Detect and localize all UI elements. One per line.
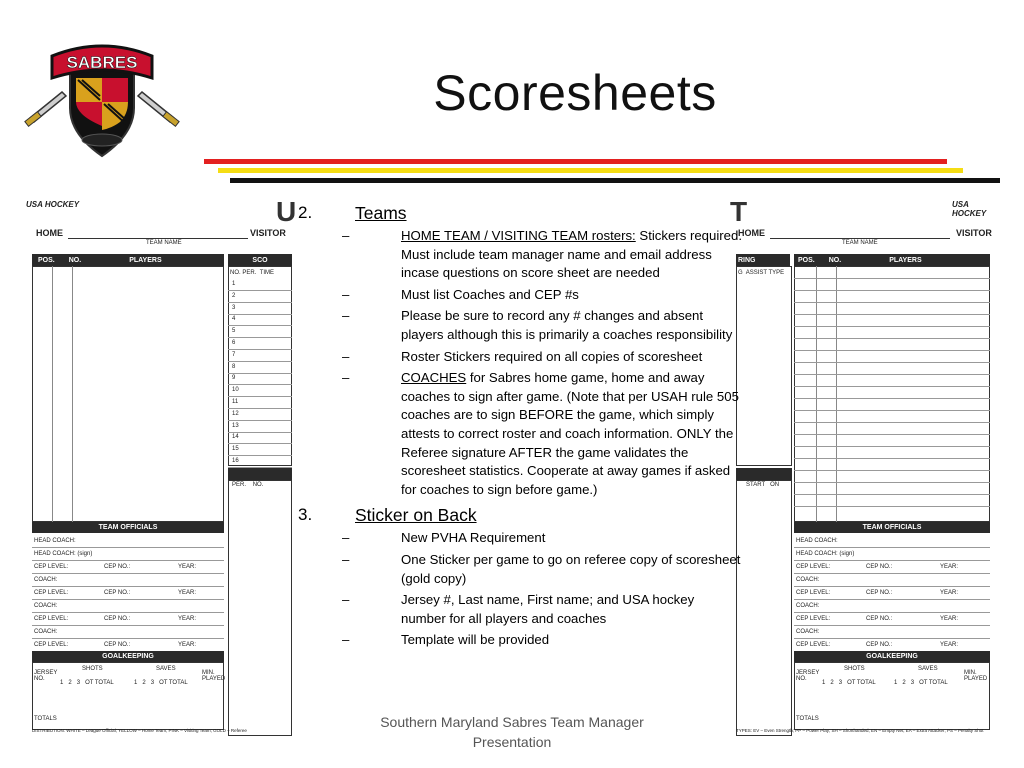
slide-body: [292, 200, 742, 653]
grid-line: [228, 314, 292, 315]
sabres-logo: [22, 30, 182, 160]
grid-line: [794, 494, 990, 495]
grid-line: [794, 470, 990, 471]
sheet-title-fragment: U: [276, 196, 297, 227]
official-field: CEP LEVEL:: [796, 564, 831, 570]
types-legend: TYPES: EV – Even Strength; PP – Power Play; SH – Shorthanded; EN – Empty Net; EA – Extra Attacker; PS – Penalty Shot: [736, 728, 984, 733]
official-field: CEP LEVEL:: [34, 564, 69, 570]
no-header: NO.: [68, 256, 82, 264]
home-line: [770, 238, 950, 239]
team-officials-bar: TEAM OFFICIALS: [32, 522, 224, 533]
row-number: 5: [232, 328, 236, 335]
players-grid: [794, 266, 990, 522]
item-text: New PVHA Requirement: [401, 530, 546, 546]
grid-line: [228, 408, 292, 409]
row-number: 9: [232, 375, 236, 382]
grid-line: [794, 338, 990, 339]
dash-bullet: –: [342, 286, 350, 302]
goalkeeping-bar: GOALKEEPING: [794, 651, 990, 662]
grid-line: [32, 560, 224, 561]
item-text: Roster Stickers required on all copies of scoresheet: [401, 348, 703, 364]
grid-line: [794, 410, 990, 411]
row-number: 1: [232, 281, 236, 287]
players-col-header: PLAYERS: [889, 256, 922, 264]
grid-line: [794, 362, 990, 363]
visitor-label: VISITOR: [250, 228, 286, 238]
year-label: YEAR:: [940, 590, 959, 596]
totals-label: TOTALS: [34, 716, 57, 722]
item-text: Please be sure to record any # changes and absent players although this is primarily a coaches responsibility: [401, 308, 733, 342]
grid-line: [228, 396, 292, 397]
row-number: 7: [232, 351, 236, 358]
slide-title: Scoresheets: [433, 65, 717, 121]
grid-line: [794, 446, 990, 447]
grid-line: [794, 302, 990, 303]
sabres-logo-graphic: [22, 30, 182, 160]
shots-periods: 1 2 3 OT TOTAL: [822, 680, 876, 686]
home-label: HOME: [36, 228, 63, 238]
official-field: CEP LEVEL:: [34, 642, 69, 648]
official-field: CEP LEVEL:: [796, 590, 831, 596]
grid-line: [32, 586, 224, 587]
grid-line: [228, 455, 292, 456]
official-field: CEP LEVEL:: [34, 590, 69, 596]
row-number: 10: [232, 387, 239, 394]
scoring-header: SCO: [228, 254, 292, 266]
grid-line: [228, 443, 292, 444]
min-played-label: MIN. PLAYED: [202, 670, 226, 682]
saves-periods: 1 2 3 OT TOTAL: [134, 680, 188, 686]
grid-line: [32, 547, 224, 548]
section-heading: Teams: [355, 203, 407, 223]
item-text: Template will be provided: [401, 632, 550, 648]
dash-bullet: –: [342, 632, 350, 648]
grid-line: [228, 349, 292, 350]
official-field: CEP LEVEL:: [34, 616, 69, 622]
year-label: YEAR:: [940, 564, 959, 570]
grid-line: [794, 625, 990, 626]
row-number: 15: [232, 446, 239, 453]
distribution-note: DISTRIBUTION: WHITE – League Official; YELLOW – Home Team; PINK – Visiting Team; GOLD – Referee: [32, 728, 247, 733]
accent-line-yellow: [218, 168, 963, 173]
list-item: [292, 631, 742, 650]
row-number: 4: [232, 316, 236, 323]
row-number: 2: [232, 292, 236, 299]
row-number: 12: [232, 410, 239, 417]
grid-line: [32, 638, 224, 639]
official-field: HEAD COACH:: [796, 538, 838, 544]
players-header: [794, 254, 990, 266]
shots-label: SHOTS: [82, 666, 103, 672]
official-field: COACH:: [796, 577, 820, 583]
jersey-no-label: JERSEY NO.: [34, 670, 58, 682]
grid-line: [32, 573, 224, 574]
year-label: YEAR:: [178, 564, 197, 570]
pos-header: POS.: [798, 256, 815, 264]
scoring-grid: [736, 266, 792, 466]
cep-no-label: CEP NO.:: [866, 616, 893, 622]
row-number: 13: [232, 422, 239, 429]
dash-bullet: –: [342, 551, 350, 567]
dash-bullet: –: [342, 370, 350, 386]
cep-no-label: CEP NO.:: [104, 616, 131, 622]
goalkeeping-grid: [794, 662, 990, 730]
grid-line: [794, 547, 990, 548]
item-text: Stickers required. Must include team manager name and email address incase questions on score sheet are needed: [401, 228, 743, 281]
penalty-grid: [228, 480, 292, 736]
grid-line: [228, 290, 292, 291]
year-label: YEAR:: [178, 616, 197, 622]
row-number: 6: [232, 340, 236, 346]
list-item: [292, 286, 742, 305]
assist-cols: G ASSIST TYPE: [738, 270, 785, 276]
team-officials-bar: TEAM OFFICIALS: [794, 522, 990, 533]
list-item: [292, 369, 742, 499]
accent-line-black: [230, 178, 1000, 183]
team-name-label: TEAM NAME: [842, 240, 878, 246]
grid-line: [794, 350, 990, 351]
official-field: COACH:: [796, 603, 820, 609]
year-label: YEAR:: [178, 642, 197, 648]
list-item: [292, 591, 742, 628]
players-header: [32, 254, 224, 266]
section-teams: [292, 200, 742, 224]
saves-label: SAVES: [918, 666, 938, 672]
row-number: 16: [232, 458, 239, 464]
grid-line: [794, 458, 990, 459]
item-underlined: COACHES: [401, 370, 467, 386]
footer-line-1: Southern Maryland Sabres Team Manager: [380, 714, 644, 730]
shots-label: SHOTS: [844, 666, 865, 672]
official-field: COACH:: [34, 603, 58, 609]
section-number: 3.: [298, 505, 313, 525]
item-text: One Sticker per game to go on referee copy of scoresheet (gold copy): [401, 551, 741, 586]
grid-line: [32, 625, 224, 626]
item-text: Must list Coaches and CEP #s: [401, 286, 579, 302]
team-name-label: TEAM NAME: [146, 240, 182, 246]
list-item: [292, 551, 742, 588]
home-label: HOME: [738, 228, 765, 238]
grid-line: [228, 361, 292, 362]
grid-line: [794, 482, 990, 483]
penalty-grid: [736, 480, 792, 736]
grid-line: [228, 325, 292, 326]
sheet-title-fragment: T: [730, 196, 748, 227]
accent-line-red: [204, 159, 947, 164]
grid-line: [794, 586, 990, 587]
home-line: [68, 238, 248, 239]
footer-line-2: Presentation: [472, 734, 552, 750]
year-label: YEAR:: [940, 642, 959, 648]
grid-line: [794, 422, 990, 423]
shots-periods: 1 2 3 OT TOTAL: [60, 680, 114, 686]
grid-line: [228, 420, 292, 421]
scoresheet-image-left: [24, 188, 297, 736]
official-field: COACH:: [34, 629, 58, 635]
grid-line: [228, 432, 292, 433]
start-on-cols: START ON: [746, 482, 780, 488]
grid-line: [794, 573, 990, 574]
grid-line: [794, 374, 990, 375]
list-item: [292, 529, 742, 548]
row-number: 14: [232, 434, 239, 441]
grid-line: [228, 384, 292, 385]
grid-line: [228, 302, 292, 303]
official-field: COACH:: [796, 629, 820, 635]
cep-no-label: CEP NO.:: [104, 590, 131, 596]
pos-header: POS.: [38, 256, 55, 264]
grid-line: [794, 506, 990, 507]
scoresheet-image-right: [730, 188, 1002, 736]
players-col-header: PLAYERS: [129, 256, 162, 264]
grid-line: [32, 612, 224, 613]
grid-line: [794, 326, 990, 327]
section-number: 2.: [298, 203, 313, 222]
official-field: HEAD COACH:: [34, 538, 76, 544]
list-item: [292, 348, 742, 367]
grid-line: [32, 599, 224, 600]
grid-line: [794, 560, 990, 561]
visitor-label: VISITOR: [956, 228, 992, 238]
cep-no-label: CEP NO.:: [866, 564, 893, 570]
usa-hockey-logo: USA HOCKEY: [26, 200, 80, 209]
goalkeeping-bar: GOALKEEPING: [32, 651, 224, 662]
grid-line: [794, 434, 990, 435]
list-item: [292, 307, 742, 344]
dash-bullet: –: [342, 348, 350, 364]
row-number: 8: [232, 363, 236, 370]
official-field: CEP LEVEL:: [796, 642, 831, 648]
cep-no-label: CEP NO.:: [866, 642, 893, 648]
official-field: HEAD COACH: (sign): [796, 551, 855, 557]
official-field: HEAD COACH: (sign): [34, 551, 93, 557]
saves-periods: 1 2 3 OT TOTAL: [894, 680, 948, 686]
no-header: NO.: [828, 256, 842, 264]
grid-line: [794, 599, 990, 600]
cep-no-label: CEP NO.:: [866, 590, 893, 596]
grid-line: [794, 612, 990, 613]
item-text: for Sabres home game, home and away coaches to sign after game. (Note that per USAH rule 505 coaches are to sign BEFORE the game, which simply attests to correct roster and coach information. ONLY the Referee signature AFTER the game validates the scoresheet statistics. Cooperate at away games if asked for coaches to sign before game.): [401, 370, 739, 497]
section-heading: Sticker on Back: [355, 505, 477, 526]
jersey-no-label: JERSEY NO.: [796, 670, 820, 682]
goalkeeping-grid: [32, 662, 224, 730]
year-label: YEAR:: [178, 590, 197, 596]
players-grid: [32, 266, 224, 522]
grid-line: [794, 398, 990, 399]
section-sticker-on-back: [292, 502, 742, 526]
dash-bullet: –: [342, 592, 350, 608]
cep-no-label: CEP NO.:: [104, 642, 131, 648]
item-text: Jersey #, Last name, First name; and USA hockey number for all players and coaches: [401, 592, 695, 626]
grid-line: [794, 386, 990, 387]
grid-line: [794, 290, 990, 291]
dash-bullet: –: [342, 228, 350, 243]
totals-label: TOTALS: [796, 716, 819, 722]
dash-bullet: –: [342, 530, 350, 546]
dash-bullet: –: [342, 308, 350, 324]
grid-line: [228, 337, 292, 338]
grid-line: [794, 638, 990, 639]
cep-no-label: CEP NO.:: [104, 564, 131, 570]
scoring-cols: NO. PER. TIME: [230, 270, 275, 276]
min-played-label: MIN. PLAYED: [964, 670, 988, 682]
list-item: [292, 227, 742, 283]
slide-footer: [352, 712, 672, 752]
row-number: 3: [232, 304, 236, 311]
grid-line: [228, 373, 292, 374]
official-field: COACH:: [34, 577, 58, 583]
grid-line: [794, 278, 990, 279]
grid-line: [794, 314, 990, 315]
usa-hockey-logo: USA HOCKEY: [952, 200, 987, 218]
official-field: CEP LEVEL:: [796, 616, 831, 622]
row-number: 11: [232, 399, 239, 405]
item-underlined: HOME TEAM / VISITING TEAM rosters:: [401, 228, 636, 243]
year-label: YEAR:: [940, 616, 959, 622]
scoring-header: RING: [736, 254, 790, 266]
penalty-cols: PER. NO.: [232, 482, 264, 488]
logo-wordmark: SABRES: [66, 53, 138, 72]
saves-label: SAVES: [156, 666, 176, 672]
